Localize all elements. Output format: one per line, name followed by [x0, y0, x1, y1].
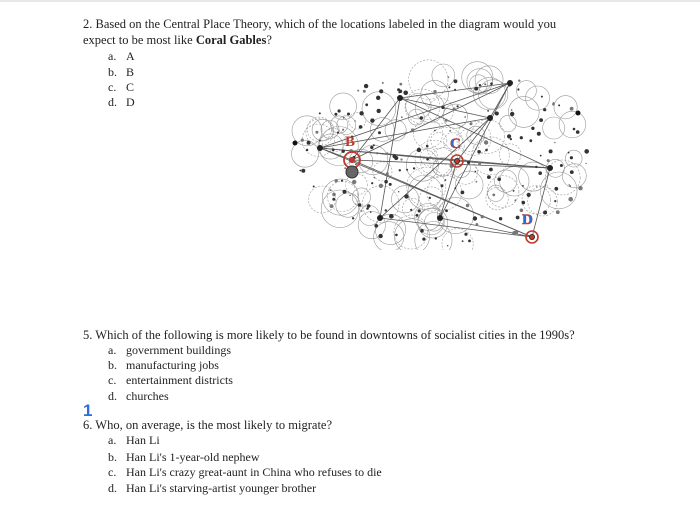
settlement-dot [449, 130, 451, 132]
market-area-circle [543, 117, 565, 139]
question-5: 5. Which of the following is more likely to be found in downtowns of socialist cities in the 1990s? [83, 328, 575, 342]
settlement-dot [370, 146, 373, 149]
settlement-dot [355, 164, 357, 166]
settlement-dot [485, 149, 488, 152]
settlement-dot [487, 110, 489, 112]
hub-dot [377, 215, 383, 221]
settlement-dot [536, 186, 537, 187]
settlement-dot [517, 88, 519, 90]
settlement-dot [510, 112, 514, 116]
market-area-circle [374, 222, 404, 250]
settlement-dot [347, 113, 350, 116]
settlement-dot [378, 234, 382, 238]
settlement-dot [478, 162, 481, 165]
settlement-dot [538, 171, 542, 175]
settlement-dot [464, 116, 466, 118]
settlement-dot [330, 204, 334, 208]
settlement-dot [299, 170, 301, 172]
settlement-dot [418, 209, 421, 212]
road-line [532, 168, 550, 237]
market-area-circle [525, 86, 549, 110]
settlement-dot [332, 148, 335, 151]
settlement-dot [411, 128, 414, 131]
settlement-dot [315, 131, 318, 134]
settlement-dot [522, 201, 526, 205]
settlement-dot [476, 223, 479, 226]
settlement-dot [417, 148, 421, 152]
settlement-dot [389, 183, 392, 186]
settlement-dot [420, 116, 423, 119]
market-area-circle [415, 222, 452, 251]
settlement-dot [301, 169, 305, 173]
settlement-dot [335, 179, 338, 182]
label-b: B [345, 134, 356, 150]
settlement-dot [374, 224, 378, 228]
settlement-dot [558, 104, 560, 106]
market-area-circle [392, 186, 419, 213]
settlement-dot [342, 150, 345, 153]
settlement-dot [513, 190, 515, 192]
outlier-dot [576, 111, 581, 116]
settlement-dot [511, 109, 513, 111]
settlement-dot [385, 209, 387, 211]
settlement-dot [492, 194, 495, 197]
settlement-dot [448, 86, 450, 88]
q6-option-c[interactable]: c. Han Li's crazy great-aunt in China who refuses to die [108, 465, 382, 479]
q6-option-b[interactable]: b. Han Li's 1-year-old nephew [108, 450, 260, 464]
settlement-dot [477, 150, 481, 154]
settlement-dot [386, 172, 389, 175]
settlement-dot [406, 169, 408, 171]
market-area-circle [309, 186, 336, 213]
settlement-dot [568, 184, 570, 186]
market-area-circle [455, 171, 483, 199]
settlement-dot [370, 211, 372, 213]
settlement-dot [398, 191, 399, 192]
q5-option-d[interactable]: d. churches [108, 389, 169, 403]
outlier-dot [293, 141, 298, 146]
settlement-dot [398, 92, 400, 94]
q5-option-b[interactable]: b. manufacturing jobs [108, 358, 219, 372]
settlement-dot [400, 158, 402, 160]
settlement-dot [352, 180, 356, 184]
settlement-dot [568, 152, 570, 154]
hub-dot [487, 115, 493, 121]
settlement-dot [489, 168, 493, 172]
settlement-dot [448, 76, 450, 78]
settlement-dot [361, 210, 363, 212]
settlement-dot [359, 111, 363, 115]
settlement-dot [474, 87, 478, 91]
settlement-dot [332, 198, 335, 201]
settlement-dot [464, 233, 467, 236]
settlement-dot [373, 144, 375, 146]
hub-dot [507, 80, 513, 86]
settlement-dot [514, 199, 516, 201]
settlement-dot [497, 177, 501, 181]
market-area-circle [516, 81, 536, 101]
settlement-dot [470, 122, 473, 125]
question-2-line1: 2. Based on the Central Place Theory, which of the locations labeled in the diagram would you [83, 17, 557, 31]
market-area-circle [540, 172, 577, 209]
settlement-dot [454, 187, 456, 189]
settlement-dot [454, 79, 458, 83]
settlement-dot [466, 204, 469, 207]
settlement-dot [568, 197, 573, 202]
settlement-dot [410, 209, 412, 211]
settlement-dot [379, 89, 383, 93]
settlement-dot [570, 170, 574, 174]
market-area-circle [443, 104, 467, 128]
settlement-dot [539, 118, 543, 122]
settlement-dot [341, 180, 343, 182]
market-area-circle [499, 144, 521, 166]
settlement-dot [468, 240, 471, 243]
label-c: C [450, 136, 461, 152]
settlement-dot [481, 215, 484, 218]
settlement-dot [473, 216, 477, 220]
settlement-dot [313, 186, 315, 188]
settlement-dot [369, 152, 370, 153]
settlement-dot [570, 107, 574, 111]
settlement-dot [422, 238, 425, 241]
market-area-circle [337, 116, 356, 135]
settlement-dot [495, 112, 499, 116]
settlement-dot [354, 120, 356, 122]
settlement-dot [556, 210, 560, 214]
settlement-dot [435, 237, 437, 239]
settlement-dot [332, 193, 336, 197]
hub-dot [397, 95, 403, 101]
question-2 [83, 16, 623, 48]
settlement-dot [510, 138, 512, 140]
settlement-dot [547, 159, 550, 162]
settlement-dot [540, 155, 542, 157]
settlement-dot [343, 117, 345, 119]
settlement-dot [499, 217, 502, 220]
settlement-dot [484, 140, 488, 144]
settlement-dot [578, 186, 582, 190]
settlement-dot [560, 164, 563, 167]
settlement-dot [487, 175, 491, 179]
settlement-dot [371, 182, 373, 184]
settlement-dot [584, 149, 589, 154]
settlement-dot [445, 179, 447, 181]
settlement-dot [413, 167, 415, 169]
market-area-circle [562, 164, 586, 188]
settlement-dot [484, 83, 486, 85]
settlement-dot [543, 108, 546, 111]
settlement-dot [554, 200, 556, 202]
settlement-dot [531, 127, 534, 130]
settlement-dot [585, 163, 586, 164]
settlement-dot [527, 193, 531, 197]
settlement-dot [404, 194, 408, 198]
settlement-dot [576, 130, 580, 134]
settlement-dot [479, 84, 481, 86]
settlement-dot [342, 129, 344, 131]
q6-option-a[interactable]: a. Han Li [108, 433, 160, 447]
settlement-dot [549, 149, 553, 153]
settlement-dot [453, 107, 456, 110]
market-area-circle [428, 98, 454, 124]
settlement-dot [476, 181, 478, 183]
settlement-dot [337, 132, 339, 134]
settlement-dot [515, 231, 519, 235]
settlement-dot [573, 128, 576, 131]
settlement-dot [329, 189, 331, 191]
label-d: D [522, 212, 533, 228]
settlement-dot [490, 82, 493, 85]
market-area-circle [406, 149, 438, 181]
settlement-dot [366, 207, 369, 210]
settlement-dot [554, 142, 556, 144]
settlement-dot [543, 211, 547, 215]
settlement-dot [520, 136, 523, 139]
settlement-dot [358, 203, 362, 207]
question-2-emphasis: Coral Gables [195, 33, 267, 47]
settlement-dot [507, 134, 511, 138]
settlement-dot [376, 96, 380, 100]
settlement-dot [426, 145, 429, 148]
settlement-dot [384, 180, 388, 184]
market-area-circle [442, 229, 473, 250]
hub-dot [547, 165, 553, 171]
settlement-dot [389, 214, 394, 219]
settlement-dot [441, 106, 444, 109]
settlement-dot [357, 90, 359, 92]
settlement-dot [374, 177, 376, 179]
settlement-dot [518, 80, 520, 82]
settlement-dot [338, 109, 341, 112]
settlement-dot [529, 139, 532, 142]
settlement-dot [454, 89, 456, 91]
q6-option-d[interactable]: d. Han Li's starving-artist younger brother [108, 481, 317, 495]
market-area-circle [312, 119, 334, 141]
settlement-dot [319, 112, 321, 114]
settlement-dot [445, 209, 448, 212]
settlement-dot [426, 158, 429, 161]
settlement-dot [554, 187, 558, 191]
settlement-dot [334, 113, 337, 116]
settlement-dot [445, 119, 448, 122]
hub-dot [317, 145, 323, 151]
handwritten-mark: 1 [83, 401, 93, 420]
settlement-dot [401, 116, 403, 118]
settlement-dot [522, 185, 524, 187]
settlement-dot [475, 171, 477, 173]
settlement-dot [434, 130, 436, 132]
q2-option-d[interactable]: d. D [108, 95, 135, 109]
question-2-line2: expect to be most like Coral Gables? [83, 33, 272, 47]
settlement-dot [352, 217, 354, 219]
road-line [380, 118, 490, 218]
settlement-dot [535, 166, 537, 168]
market-area-circle [330, 93, 357, 120]
settlement-dot [457, 105, 459, 107]
settlement-dot [541, 96, 543, 98]
settlement-dot [399, 169, 401, 171]
q5-option-a[interactable]: a. government buildings [108, 343, 231, 357]
location-c-marker [450, 136, 463, 167]
q2-option-a[interactable]: a. A [108, 49, 135, 63]
settlement-dot [516, 216, 520, 220]
settlement-dot [420, 229, 424, 233]
settlement-dot [395, 234, 398, 237]
settlement-dot [394, 156, 398, 160]
settlement-dot [377, 109, 381, 113]
settlement-dot [441, 184, 444, 187]
market-area-circle [322, 179, 358, 215]
q5-option-c[interactable]: c. entertainment districts [108, 373, 233, 387]
market-area-circle [554, 96, 577, 119]
page-top-edge [0, 0, 700, 2]
settlement-dot [307, 141, 311, 145]
settlement-dot [319, 140, 321, 142]
settlement-dot [365, 103, 368, 106]
question-6: 6. Who, on average, is the most likely to migrate? [83, 418, 333, 432]
hub-dot [437, 215, 443, 221]
settlement-dot [343, 190, 347, 194]
market-area-circle [488, 185, 504, 201]
settlement-dot [344, 167, 346, 169]
settlement-dot [429, 197, 431, 199]
settlement-dot [416, 214, 419, 217]
settlement-dot [306, 149, 308, 151]
q2-option-b[interactable]: b. B [108, 65, 135, 79]
settlement-dot [552, 103, 555, 106]
settlement-dot [382, 82, 384, 84]
settlement-dot [537, 132, 541, 136]
settlement-dot [363, 90, 366, 93]
settlement-dot [461, 191, 465, 195]
settlement-dot [570, 185, 571, 186]
settlement-dot [376, 152, 378, 154]
settlement-dot [439, 213, 441, 215]
settlement-dot [462, 240, 464, 242]
settlement-dot [403, 91, 408, 96]
settlement-dot [386, 152, 388, 154]
settlement-dot [370, 118, 374, 122]
settlement-dot [364, 84, 368, 88]
settlement-dot [379, 184, 383, 188]
settlement-dot [301, 139, 304, 142]
settlement-dot [349, 195, 350, 196]
settlement-dot [359, 125, 363, 129]
settlement-dot [378, 131, 381, 134]
q2-option-c[interactable]: c. C [108, 80, 135, 94]
settlement-dot [433, 90, 436, 93]
settlement-dot [447, 245, 448, 246]
settlement-dot [399, 83, 402, 86]
central-place-diagram [290, 58, 600, 250]
settlement-dot [467, 161, 470, 164]
settlement-dot [570, 156, 573, 159]
